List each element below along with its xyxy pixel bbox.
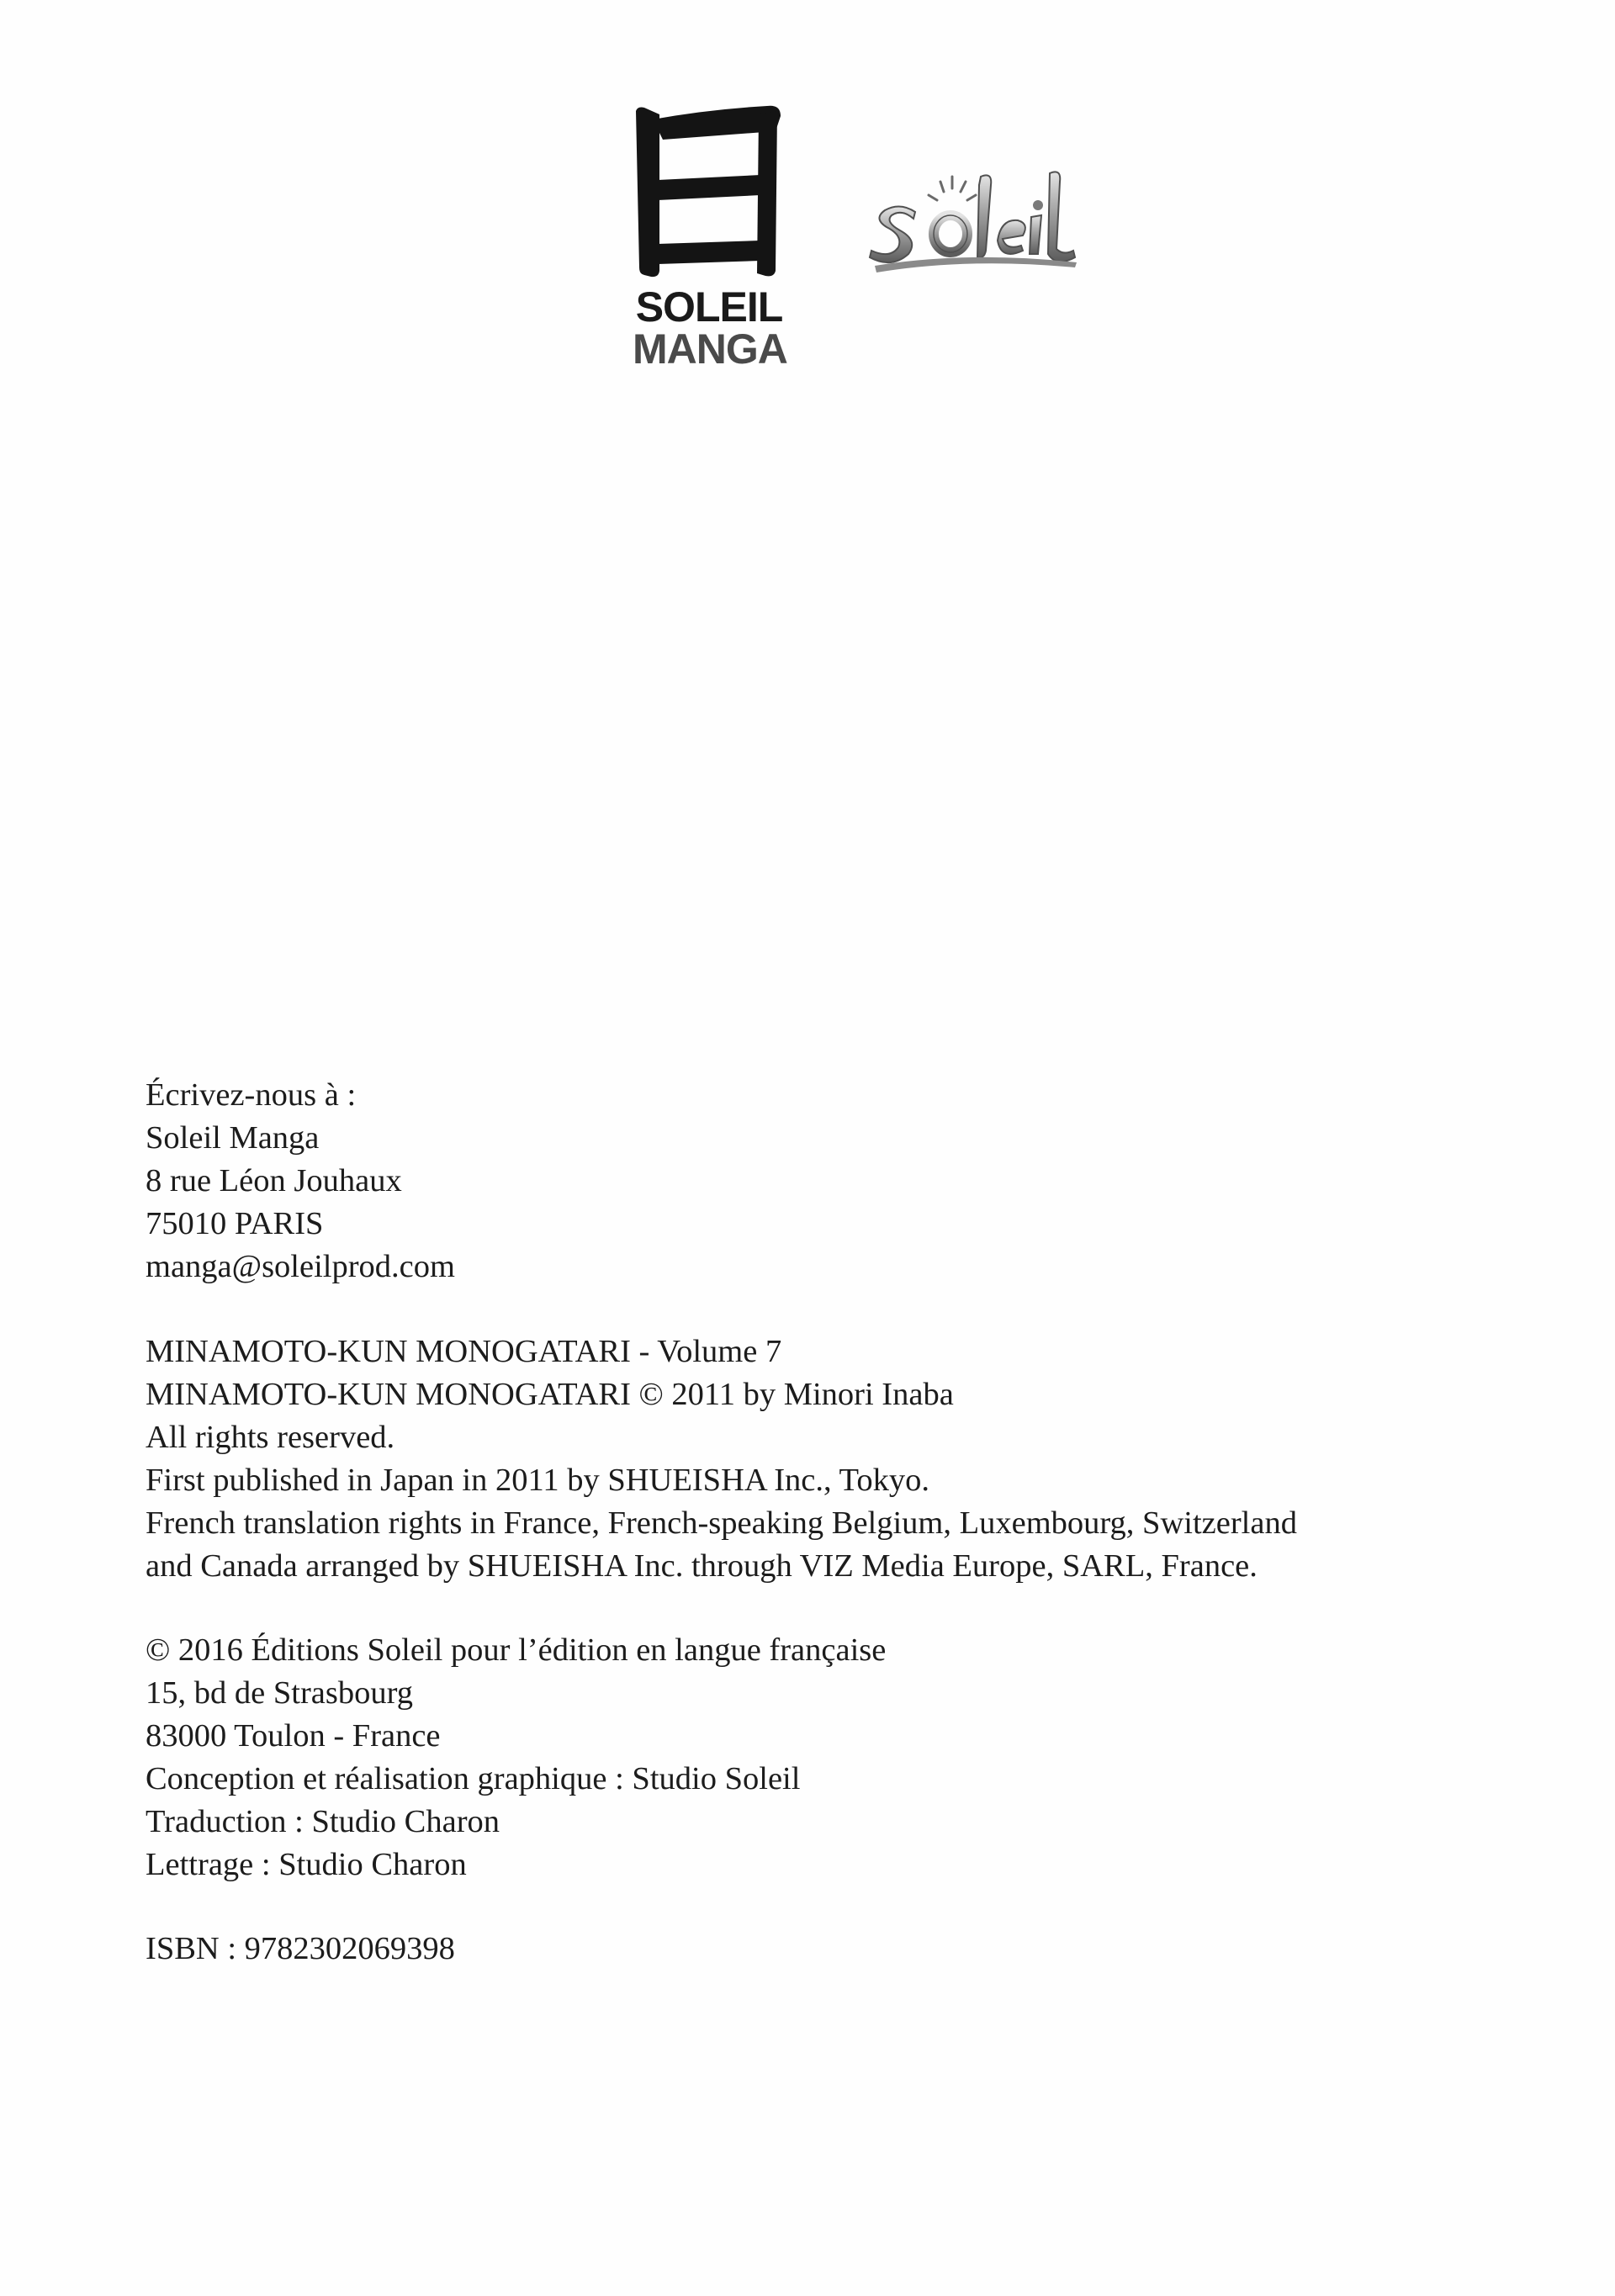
rights-first-published: First published in Japan in 2011 by SHUEISHA Inc., Tokyo.: [146, 1463, 929, 1498]
rights-title: MINAMOTO-KUN MONOGATARI - Volume 7: [146, 1334, 782, 1369]
edition-city: 83000 Toulon - France: [146, 1718, 441, 1754]
edition-copyright: © 2016 Éditions Soleil pour l’édition en langue française: [146, 1632, 887, 1668]
logo-soleil-label: SOLEIL: [635, 283, 783, 331]
soleil-script-logo-icon: [866, 156, 1078, 283]
isbn-block: [146, 1928, 455, 1971]
rights-block: [146, 1331, 1297, 1588]
soleil-logo: [866, 156, 1078, 283]
edition-translation-credit: Traduction : Studio Charon: [146, 1804, 500, 1839]
logo-manga-label: MANGA: [633, 325, 787, 373]
soleil-manga-logo: [633, 103, 786, 372]
contact-name: Soleil Manga: [146, 1120, 320, 1156]
edition-street: 15, bd de Strasbourg: [146, 1675, 413, 1711]
edition-design-credit: Conception et réalisation graphique : Studio Soleil: [146, 1761, 801, 1796]
contact-heading: Écrivez-nous à :: [146, 1077, 357, 1113]
contact-street: 8 rue Léon Jouhaux: [146, 1163, 402, 1198]
edition-lettering-credit: Lettrage : Studio Charon: [146, 1847, 467, 1882]
isbn-number: ISBN : 9782302069398: [146, 1931, 455, 1966]
contact-city: 75010 PARIS: [146, 1206, 324, 1241]
edition-block: [146, 1629, 886, 1886]
rights-reserved: All rights reserved.: [146, 1420, 395, 1455]
rights-translation-line1: French translation rights in France, French-speaking Belgium, Luxembourg, Switzerland: [146, 1505, 1297, 1541]
rights-copyright: MINAMOTO-KUN MONOGATARI © 2011 by Minori Inaba: [146, 1377, 954, 1412]
rights-translation-line2: and Canada arranged by SHUEISHA Inc. through VIZ Media Europe, SARL, France.: [146, 1548, 1258, 1584]
sun-kanji-icon: [633, 103, 786, 279]
contact-block: [146, 1074, 455, 1288]
contact-email: manga@soleilprod.com: [146, 1249, 455, 1284]
publisher-logos: [0, 0, 1615, 387]
